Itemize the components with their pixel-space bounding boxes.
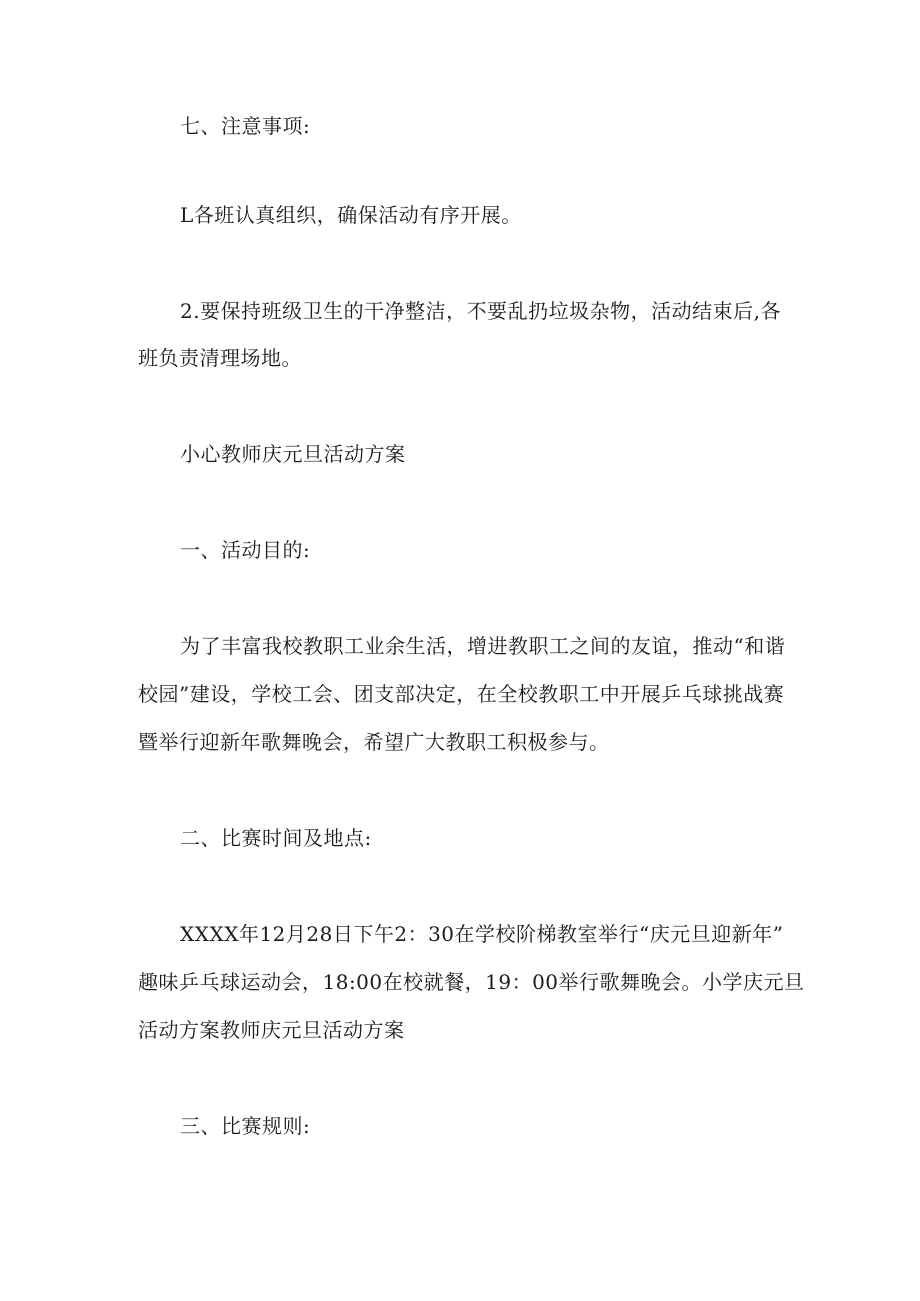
note-item-2-line-1: 2.要保持班级卫生的干净整洁，不要乱扔垃圾杂物，活动结束后,各 [180, 299, 781, 323]
purpose-paragraph-line-1: 为了丰富我校教职工业余生活，增进教职工之间的友谊，推动“和谐 [180, 634, 786, 658]
section1-heading: 一、活动目的: [180, 538, 311, 562]
note-item-2-line-2: 班负责清理场地。 [138, 346, 302, 370]
section3-heading: 三、比赛规则: [180, 1114, 311, 1138]
purpose-paragraph-line-3: 暨举行迎新年歌舞晚会，希望广大教职工积极参与。 [138, 730, 610, 754]
time-paragraph-line-3: 活动方案教师庆元旦活动方案 [138, 1018, 405, 1042]
plan-title: 小心教师庆元旦活动方案 [180, 442, 406, 466]
section7-heading: 七、注意事项: [180, 114, 311, 138]
purpose-paragraph-line-2: 校园”建设，学校工会、团支部决定，在全校教职工中开展乒乓球挑战赛 [138, 682, 785, 706]
section2-heading: 二、比赛时间及地点: [180, 826, 372, 850]
time-paragraph-line-1: XXXX年12月28日下午2：30在学校阶梯教室举行“庆元旦迎新年” [180, 922, 784, 946]
time-paragraph-line-2: 趣味乒乓球运动会，18:00在校就餐，19：00举行歌舞晚会。小学庆元旦 [138, 970, 805, 994]
note-item-1: L各班认真组织，确保活动有序开展。 [180, 203, 522, 227]
